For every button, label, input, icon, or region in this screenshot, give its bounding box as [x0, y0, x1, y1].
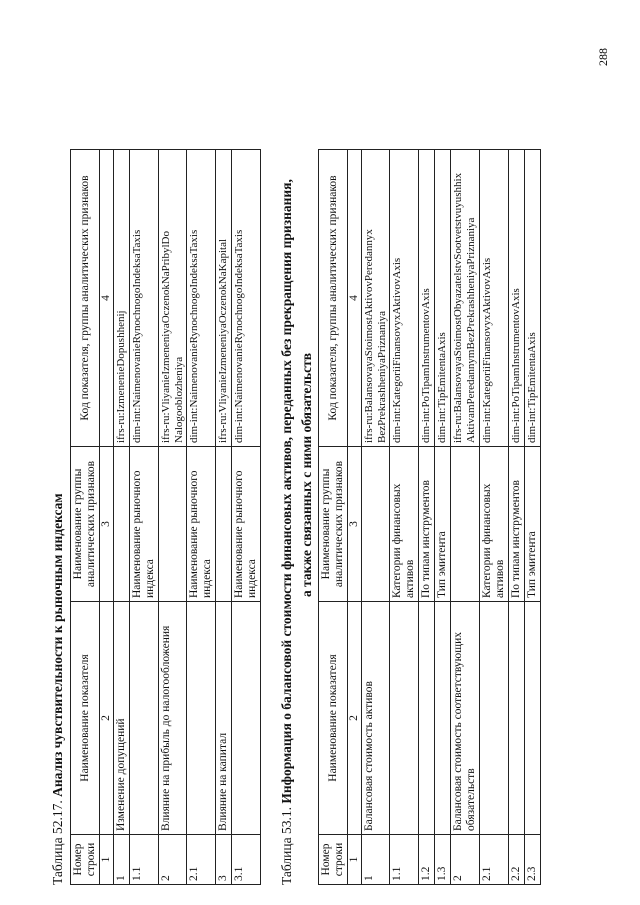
table-cell: 2.3 — [525, 835, 541, 885]
table-cell: dim-int:NaimenovanieRynochnogoIndeksaTaxis — [231, 150, 260, 447]
table-cell — [509, 602, 525, 835]
table-cell — [187, 602, 216, 835]
table-cell: dim-int:KategoriiFinansovyxAktivovAxis — [390, 150, 419, 447]
table-row — [525, 150, 541, 885]
table-cell — [390, 602, 419, 835]
table2-caption-title-line2: а также связанных с ними обязательств — [299, 352, 315, 598]
table-cell: 3 — [215, 835, 231, 885]
table-cell: Влияние на прибыль до налогообложения — [159, 602, 187, 835]
table-cell — [480, 602, 509, 835]
table2-caption-prefix: Таблица 53.1. — [278, 807, 294, 885]
table2-column-number: 1 — [348, 835, 362, 885]
table-cell: dim-int:TipEmitentaAxis — [435, 150, 451, 447]
table-cell: ifrs-ru:VliyanieIzmeneniyaOczenokNaKapital — [215, 150, 231, 447]
table-cell: Влияние на капитал — [215, 602, 231, 835]
table2-column-number: 3 — [348, 447, 362, 602]
table-cell: 2 — [159, 835, 187, 885]
table-row — [130, 150, 159, 885]
table-cell — [231, 602, 260, 835]
table1-header-cell: Наименование группы аналитических признаков — [71, 447, 100, 602]
table-cell: Наименование рыночного индекса — [231, 447, 260, 602]
table2-header-cell: Номер строки — [319, 835, 348, 885]
table-cell: 1.1 — [390, 835, 419, 885]
table-cell — [215, 447, 231, 602]
table-cell: dim-int:TipEmitentaAxis — [525, 150, 541, 447]
table-cell: 2.1 — [187, 835, 216, 885]
table2-header-cell: Наименование группы аналитических признаков — [319, 447, 348, 602]
table-cell: По типам инструментов — [419, 447, 435, 602]
table2-header-cell: Наименование показателя — [319, 602, 348, 835]
table2-column-number-row — [348, 150, 362, 885]
table-cell — [451, 447, 480, 602]
table-row — [451, 150, 480, 885]
table-row — [215, 150, 231, 885]
table-row — [114, 150, 130, 885]
table1-column-number: 1 — [100, 835, 114, 885]
table-cell: dim-int:NaimenovanieRynochnogoIndeksaTaxis — [187, 150, 216, 447]
table-cell: Категории финансовых активов — [390, 447, 419, 602]
table-cell — [419, 602, 435, 835]
table1-column-number: 2 — [100, 602, 114, 835]
table-cell: 2 — [451, 835, 480, 885]
table-cell: 1 — [362, 835, 390, 885]
table-cell: Балансовая стоимость соответствующих обязательств — [451, 602, 480, 835]
table-cell: 1 — [114, 835, 130, 885]
table-cell: 3.1 — [231, 835, 260, 885]
table1 — [70, 149, 261, 885]
table-cell: Тип эмитента — [435, 447, 451, 602]
table-row — [390, 150, 419, 885]
table-cell: dim-int:NaimenovanieRynochnogoIndeksaTaxis — [130, 150, 159, 447]
table-row — [509, 150, 525, 885]
table-cell: dim-int:PoTipamInstrumentovAxis — [419, 150, 435, 447]
table2-caption — [279, 65, 294, 885]
table-cell: Наименование рыночного индекса — [130, 447, 159, 602]
table-cell: dim-int:KategoriiFinansovyxAktivovAxis — [480, 150, 509, 447]
table1-column-number: 4 — [100, 150, 114, 447]
table-cell: Изменение допущений — [114, 602, 130, 835]
table1-header-cell: Наименование показателя — [71, 602, 100, 835]
table-cell: По типам инструментов — [509, 447, 525, 602]
table-cell — [159, 447, 187, 602]
table-cell: dim-int:PoTipamInstrumentovAxis — [509, 150, 525, 447]
table-cell: 2.2 — [509, 835, 525, 885]
table1-caption-prefix: Таблица 52.17. — [50, 800, 65, 885]
table2-column-number: 2 — [348, 602, 362, 835]
table-row — [480, 150, 509, 885]
table-cell: ifrs-ru:BalansovayaStoimostAktivovPeredannyx BezPrekrashheniyaPriznaniya — [362, 150, 390, 447]
table2-header-cell: Код показателя, группы аналитических признаков — [319, 150, 348, 447]
table-cell — [525, 602, 541, 835]
table-cell: 1.1 — [130, 835, 159, 885]
table-row — [435, 150, 451, 885]
table-cell — [114, 447, 130, 602]
table-cell: Балансовая стоимость активов — [362, 602, 390, 835]
table1-header-cell: Номер строки — [71, 835, 100, 885]
table1-header-cell: Код показателя, группы аналитических признаков — [71, 150, 100, 447]
table-row — [231, 150, 260, 885]
table-cell — [435, 602, 451, 835]
table-cell: ifrs-ru:BalansovayaStoimostObyazatelstvSootvetstvuyushhix AktivamPeredannymBezPrekrashheniyaPriznaniya — [451, 150, 480, 447]
table-cell: Наименование рыночного индекса — [187, 447, 216, 602]
table-row — [187, 150, 216, 885]
table-cell: 2.1 — [480, 835, 509, 885]
table-row — [362, 150, 390, 885]
table-row — [419, 150, 435, 885]
table-cell: 1.2 — [419, 835, 435, 885]
table1-column-number: 3 — [100, 447, 114, 602]
table-cell: Категории финансовых активов — [480, 447, 509, 602]
table2-caption-title-line1: Информация о балансовой стоимости финансовых активов, переданных без прекращения признания, — [278, 179, 294, 804]
table1-caption-title: Анализ чувствительности к рыночным индексам — [50, 493, 65, 797]
page-number: 288 — [596, 48, 610, 66]
table-cell — [130, 602, 159, 835]
table2-column-number: 4 — [348, 150, 362, 447]
table-cell: Тип эмитента — [525, 447, 541, 602]
table-cell: ifrs-ru:VliyanieIzmeneniyaOczenokNaPribylDo Nalogooblozheniya — [159, 150, 187, 447]
table2 — [318, 149, 541, 885]
table-row — [159, 150, 187, 885]
table-cell: ifrs-ru:IzmenenieDopushhenij — [114, 150, 130, 447]
table-cell: 1.3 — [435, 835, 451, 885]
table1-header-row — [71, 150, 100, 885]
table1-column-number-row — [100, 150, 114, 885]
rotated-content — [50, 65, 590, 885]
table2-header-row — [319, 150, 348, 885]
table-cell — [362, 447, 390, 602]
table1-caption — [50, 65, 65, 885]
